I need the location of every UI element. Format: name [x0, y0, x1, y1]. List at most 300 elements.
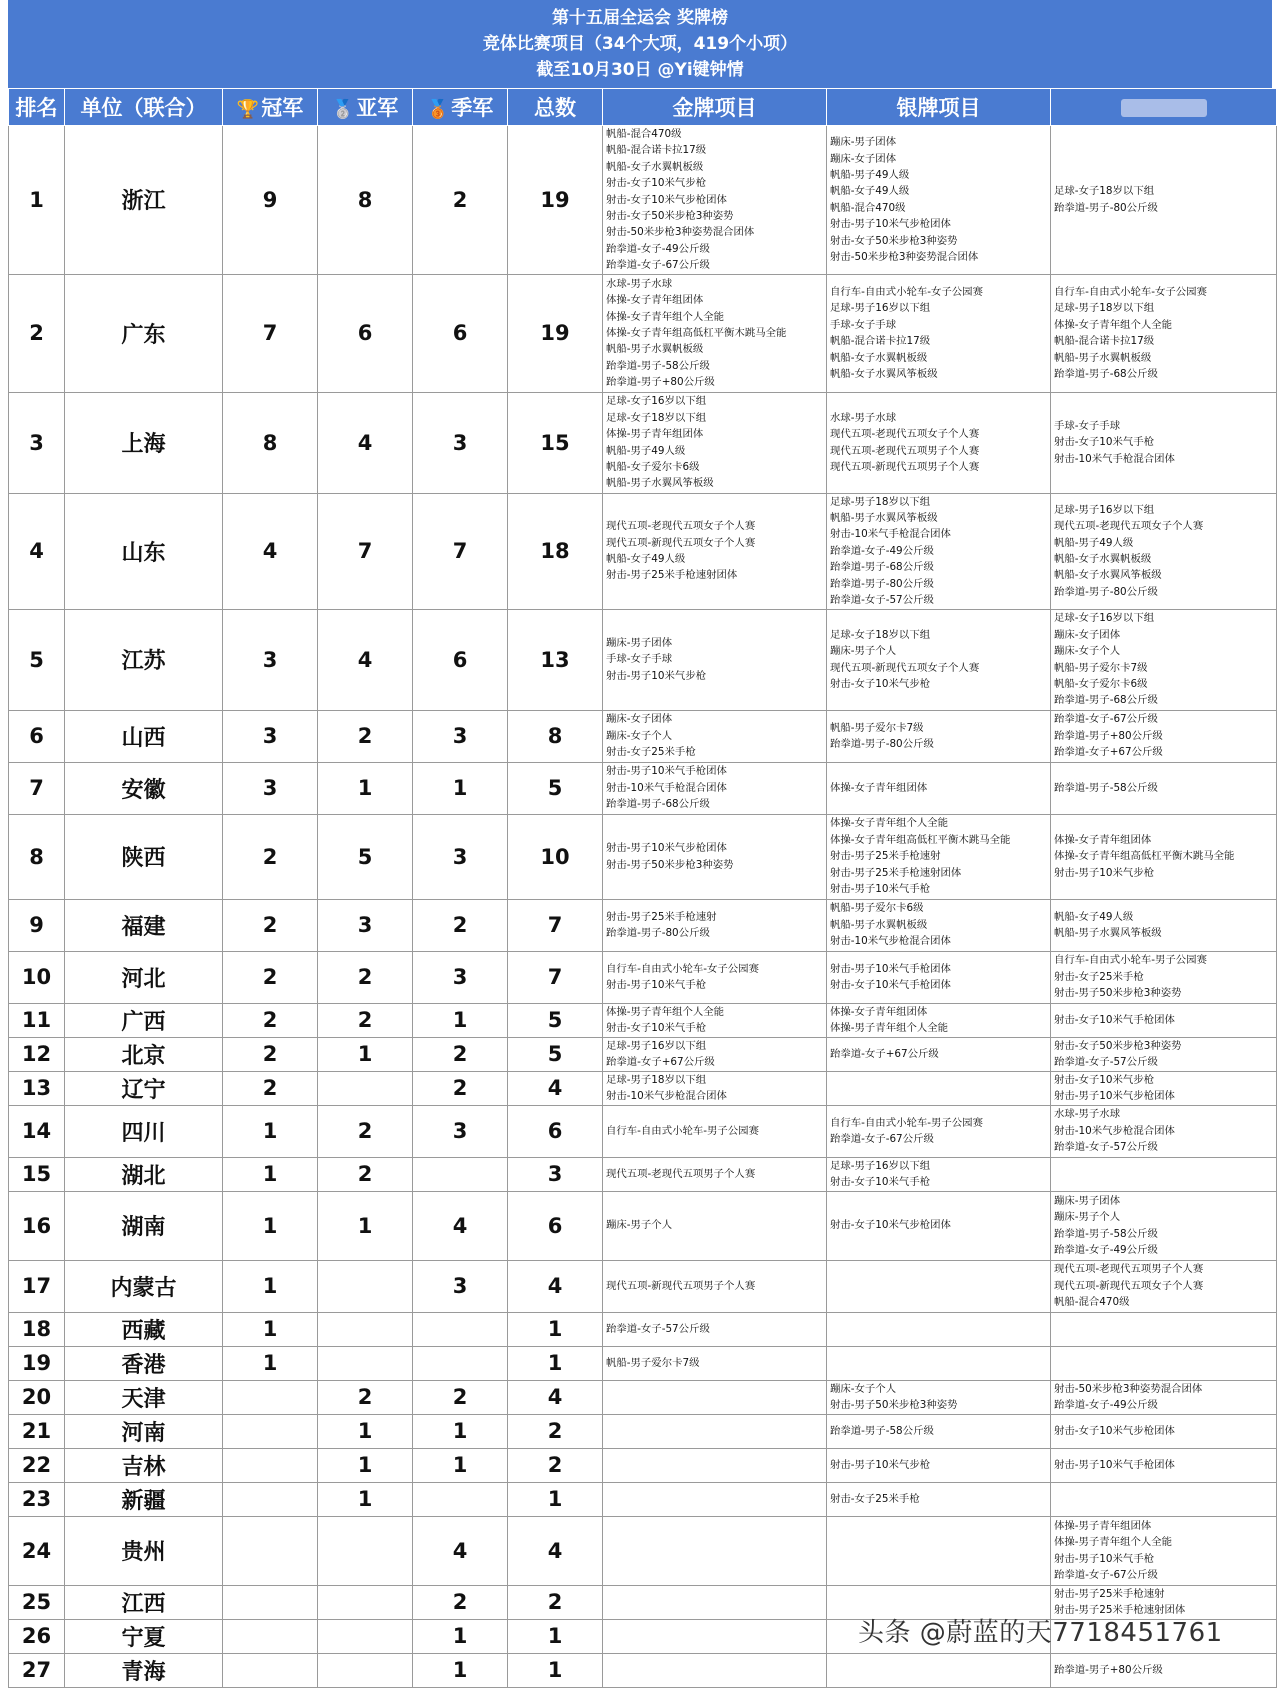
event-item: 跆拳道-女子-49公斤级: [1054, 1399, 1158, 1411]
bronze-count: 3: [413, 710, 508, 762]
gold-count: [223, 1585, 318, 1619]
gold-events-cell: [603, 1260, 827, 1312]
event-item: 手球-女子手球: [1054, 420, 1121, 433]
event-item: 射击-10米气步枪混合团体: [606, 1090, 727, 1102]
event-item: 跆拳道-女子-67公斤级: [1054, 713, 1158, 726]
event-item: 帆船-男子水翼风筝板级: [606, 477, 714, 490]
event-item: 帆船-男子49人级: [1054, 536, 1134, 549]
event-item: 跆拳道-男子-80公斤级: [830, 577, 934, 590]
gold-events-cell: [603, 1585, 827, 1619]
silver-count: [318, 1346, 413, 1380]
total-count: 15: [508, 392, 603, 493]
bronze-events-cell: [1051, 274, 1277, 392]
event-item: 射击-女子50米步枪3种姿势: [830, 234, 958, 247]
event-item: 射击-男子10米气手枪团体: [606, 765, 727, 778]
bronze-events-cell: [1051, 814, 1277, 899]
bronze-count: 6: [413, 609, 508, 710]
silver-count: 3: [318, 899, 413, 951]
gold-count: [223, 1619, 318, 1653]
gold-events-cell: [603, 493, 827, 609]
bronze-events-cell: [1051, 1037, 1277, 1071]
bronze-count: [413, 1312, 508, 1346]
event-item: 体操-女子青年组团体: [830, 781, 928, 794]
bronze-count: 3: [413, 392, 508, 493]
total-count: 3: [508, 1157, 603, 1191]
unit-cell: 广西: [65, 1003, 223, 1037]
event-item: 射击-50米步枪3种姿势混合团体: [606, 226, 755, 239]
unit-cell: 辽宁: [65, 1071, 223, 1105]
event-item: 现代五项-老现代五项女子个人赛: [1054, 520, 1204, 533]
gold-events-cell: [603, 762, 827, 814]
event-item: 体操-女子青年组高低杠平衡木跳马全能: [1054, 850, 1235, 863]
event-item: 现代五项-新现代五项女子个人赛: [606, 536, 756, 549]
event-item: 帆船-男子水翼帆板级: [606, 343, 704, 356]
event-item: 帆船-女子爱尔卡6级: [1054, 677, 1148, 690]
event-item: 跆拳道-女子+67公斤级: [606, 1056, 715, 1068]
rank-cell: 11: [9, 1003, 65, 1037]
event-item: 射击-男子25米手枪速射团体: [830, 866, 962, 879]
event-item: 射击-女子10米气手枪: [1054, 436, 1155, 449]
event-item: 蹦床-男子个人: [830, 645, 897, 658]
event-item: 帆船-女子水翼帆板级: [830, 351, 928, 364]
gold-count: 7: [223, 274, 318, 392]
event-item: 跆拳道-女子+67公斤级: [830, 1047, 939, 1060]
silver-count: 2: [318, 1380, 413, 1414]
table-row: [9, 1105, 1277, 1157]
silver-count: 1: [318, 1448, 413, 1482]
table-row: [9, 1003, 1277, 1037]
gold-count: [223, 1448, 318, 1482]
event-item: 帆船-男子爱尔卡7级: [830, 721, 924, 734]
event-item: 足球-女子16岁以下组: [1054, 612, 1155, 625]
silver-events-cell: [827, 899, 1051, 951]
event-item: 水球-男子水球: [830, 411, 897, 424]
rank-cell: 1: [9, 126, 65, 275]
event-item: 射击-男子25米手枪速射: [1054, 1587, 1165, 1600]
event-item: 射击-男子10米气手枪: [606, 979, 707, 991]
table-row: [9, 1414, 1277, 1448]
event-item: 帆船-混合诺卡拉17级: [830, 335, 931, 348]
event-item: 蹦床-女子团体: [606, 713, 673, 726]
gold-events-cell: [603, 274, 827, 392]
title-line-2: 竞体比赛项目（34个大项，419个小项）: [482, 34, 798, 54]
rank-cell: 2: [9, 274, 65, 392]
event-item: 足球-女子18岁以下组: [606, 411, 707, 424]
event-item: 现代五项-新现代五项女子个人赛: [830, 661, 980, 674]
silver-count: 4: [318, 392, 413, 493]
silver-count: [318, 1516, 413, 1585]
gold-events-cell: [603, 392, 827, 493]
event-item: 跆拳道-女子-49公斤级: [830, 544, 934, 557]
table-row: [9, 1346, 1277, 1380]
rank-cell: 24: [9, 1516, 65, 1585]
silver-events-cell: [827, 1448, 1051, 1482]
event-item: 体操-女子青年组高低杠平衡木跳马全能: [830, 833, 1011, 846]
bronze-count: 1: [413, 1619, 508, 1653]
rank-cell: 7: [9, 762, 65, 814]
rank-cell: 17: [9, 1260, 65, 1312]
bronze-count: 2: [413, 1037, 508, 1071]
bronze-events-cell: [1051, 1448, 1277, 1482]
gold-count: 9: [223, 126, 318, 275]
rank-cell: 19: [9, 1346, 65, 1380]
event-item: 足球-男子16岁以下组: [606, 1039, 707, 1052]
silver-events-cell: [827, 1346, 1051, 1380]
title-line-1: 第十五届全运会 奖牌榜: [552, 8, 728, 28]
unit-cell: 河南: [65, 1414, 223, 1448]
event-item: 现代五项-老现代五项男子个人赛: [606, 1167, 756, 1180]
table-row: [9, 1312, 1277, 1346]
event-item: 蹦床-男子团体: [1054, 1194, 1121, 1207]
event-item: 蹦床-男子个人: [606, 1219, 673, 1232]
event-item: 射击-女子10米气步枪: [606, 177, 707, 190]
total-count: 4: [508, 1380, 603, 1414]
gold-events-cell: [603, 1619, 827, 1653]
bronze-count: 3: [413, 1105, 508, 1157]
gold-events-cell: [603, 899, 827, 951]
silver-count: 2: [318, 951, 413, 1003]
gold-events-cell: [603, 1191, 827, 1260]
gold-count: [223, 1380, 318, 1414]
event-item: 足球-男子18岁以下组: [830, 495, 931, 508]
event-item: 现代五项-老现代五项女子个人赛: [606, 520, 756, 533]
gold-count: 1: [223, 1260, 318, 1312]
gold-events-cell: [603, 1448, 827, 1482]
event-item: 跆拳道-男子-80公斤级: [830, 738, 934, 750]
title-block: [8, 0, 1272, 88]
event-item: 射击-男子10米气手枪团体: [1054, 1458, 1175, 1471]
event-item: 跆拳道-女子+67公斤级: [1054, 746, 1163, 759]
col-silver-events: 银牌项目: [827, 89, 1051, 126]
event-item: 跆拳道-男子-80公斤级: [1054, 201, 1158, 214]
gold-events-cell: [603, 1380, 827, 1414]
event-item: 足球-女子18岁以下组: [1054, 185, 1155, 198]
event-item: 自行车-自由式小轮车-女子公园赛: [830, 285, 983, 298]
unit-cell: 香港: [65, 1346, 223, 1380]
bronze-events-cell: [1051, 1071, 1277, 1105]
unit-cell: 浙江: [65, 126, 223, 275]
silver-events-cell: [827, 609, 1051, 710]
unit-cell: 广东: [65, 274, 223, 392]
table-row: [9, 1653, 1277, 1687]
event-item: 蹦床-女子团体: [830, 152, 897, 165]
bronze-events-cell: [1051, 1003, 1277, 1037]
watermark: 头条 @蔚蓝的天7718451761: [858, 1618, 1223, 1648]
gold-events-cell: [603, 1653, 827, 1687]
bronze-events-cell: [1051, 762, 1277, 814]
unit-cell: 河北: [65, 951, 223, 1003]
bronze-events-cell: [1051, 1346, 1277, 1380]
event-item: 现代五项-老现代五项男子个人赛: [1054, 1263, 1204, 1276]
event-item: 蹦床-男子个人: [1054, 1211, 1121, 1224]
col-bronze-events: [1051, 89, 1277, 126]
unit-cell: 湖南: [65, 1191, 223, 1260]
silver-count: [318, 1585, 413, 1619]
unit-cell: 江苏: [65, 609, 223, 710]
gold-count: [223, 1653, 318, 1687]
event-item: 跆拳道-男子-58公斤级: [1054, 781, 1158, 794]
unit-cell: 天津: [65, 1380, 223, 1414]
table-row: [9, 1157, 1277, 1191]
event-item: 射击-女子25米手枪: [830, 1492, 920, 1505]
event-item: 体操-女子青年组个人全能: [606, 310, 725, 323]
unit-cell: 西藏: [65, 1312, 223, 1346]
unit-cell: 贵州: [65, 1516, 223, 1585]
event-item: 水球-男子水球: [1054, 1108, 1121, 1121]
rank-cell: 10: [9, 951, 65, 1003]
total-count: 1: [508, 1619, 603, 1653]
bronze-count: 2: [413, 1585, 508, 1619]
bronze-events-cell: [1051, 1516, 1277, 1585]
event-item: 射击-女子10米气步枪: [1054, 1073, 1155, 1086]
gold-events-cell: [603, 814, 827, 899]
bronze-events-cell: [1051, 1260, 1277, 1312]
event-item: 足球-女子16岁以下组: [606, 395, 707, 408]
total-count: 8: [508, 710, 603, 762]
event-item: 跆拳道-女子-57公斤级: [1054, 1056, 1158, 1068]
event-item: 射击-男子10米气步枪: [606, 669, 707, 682]
bronze-count: 1: [413, 762, 508, 814]
gold-events-cell: [603, 710, 827, 762]
event-item: 帆船-女子49人级: [606, 553, 686, 566]
gold-count: 3: [223, 710, 318, 762]
rank-cell: 13: [9, 1071, 65, 1105]
table-row: [9, 951, 1277, 1003]
event-item: 帆船-男子49人级: [606, 444, 686, 457]
event-item: 自行车-自由式小轮车-男子公园赛: [606, 1124, 759, 1137]
event-item: 跆拳道-男子-68公斤级: [830, 561, 934, 574]
event-item: 射击-男子10米气步枪团体: [830, 218, 951, 231]
bronze-events-cell: [1051, 126, 1277, 275]
silver-count: 1: [318, 1037, 413, 1071]
table-row: [9, 1071, 1277, 1105]
event-item: 跆拳道-女子-49公斤级: [1054, 1243, 1158, 1256]
silver-count: [318, 1312, 413, 1346]
event-item: 足球-女子18岁以下组: [830, 628, 931, 641]
event-item: 体操-女子青年组团体: [1054, 833, 1152, 846]
event-item: 射击-50米步枪3种姿势混合团体: [1054, 1382, 1203, 1395]
event-item: 帆船-男子爱尔卡6级: [830, 902, 924, 915]
table-row: [9, 1037, 1277, 1071]
event-item: 跆拳道-男子+80公斤级: [1054, 1663, 1163, 1676]
event-item: 水球-男子水球: [606, 277, 673, 290]
bronze-count: 2: [413, 126, 508, 275]
event-item: 跆拳道-男子-68公斤级: [1054, 367, 1158, 380]
gold-count: 3: [223, 762, 318, 814]
col-rank: 排名: [9, 89, 65, 126]
silver-events-cell: [827, 951, 1051, 1003]
event-item: 帆船-女子49人级: [1054, 910, 1134, 923]
event-item: 帆船-女子水翼帆板级: [1054, 553, 1152, 566]
bronze-events-cell: [1051, 493, 1277, 609]
gold-count: 2: [223, 1037, 318, 1071]
unit-cell: 江西: [65, 1585, 223, 1619]
event-item: 体操-男子青年组个人全能: [606, 1005, 725, 1018]
unit-cell: 山东: [65, 493, 223, 609]
rank-cell: 20: [9, 1380, 65, 1414]
unit-cell: 上海: [65, 392, 223, 493]
event-item: 帆船-男子水翼风筝板级: [1054, 927, 1162, 939]
total-count: 4: [508, 1516, 603, 1585]
event-item: 自行车-自由式小轮车-男子公园赛: [830, 1116, 983, 1129]
total-count: 19: [508, 126, 603, 275]
event-item: 体操-女子青年组个人全能: [1054, 318, 1173, 331]
silver-events-cell: [827, 1071, 1051, 1105]
bronze-events-cell: [1051, 1380, 1277, 1414]
event-item: 现代五项-新现代五项男子个人赛: [830, 461, 980, 474]
event-item: 跆拳道-女子-57公斤级: [1054, 1141, 1158, 1154]
bronze-count: [413, 1157, 508, 1191]
table-row: [9, 710, 1277, 762]
table-row: [9, 609, 1277, 710]
silver-events-cell: [827, 1003, 1051, 1037]
event-item: 跆拳道-女子-67公斤级: [1054, 1568, 1158, 1581]
silver-count: 7: [318, 493, 413, 609]
unit-cell: 湖北: [65, 1157, 223, 1191]
total-count: 6: [508, 1191, 603, 1260]
unit-cell: 安徽: [65, 762, 223, 814]
event-item: 体操-男子青年组团体: [606, 428, 704, 441]
event-item: 射击-女子10米气手枪团体: [830, 979, 951, 991]
col-gold: 🏆冠军: [223, 89, 318, 126]
rank-cell: 25: [9, 1585, 65, 1619]
gold-events-cell: [603, 1516, 827, 1585]
event-item: 现代五项-老现代五项女子个人赛: [830, 428, 980, 441]
bronze-events-cell: [1051, 1653, 1277, 1687]
silver-count: 1: [318, 1191, 413, 1260]
table-row: [9, 1448, 1277, 1482]
silver-count: 1: [318, 1414, 413, 1448]
event-item: 跆拳道-女子-67公斤级: [606, 259, 710, 272]
gold-count: 2: [223, 814, 318, 899]
bronze-count: [413, 1482, 508, 1516]
event-item: 射击-10米气步枪混合团体: [1054, 1124, 1175, 1137]
silver-count: 2: [318, 710, 413, 762]
total-count: 1: [508, 1346, 603, 1380]
rank-cell: 21: [9, 1414, 65, 1448]
event-item: 自行车-自由式小轮车-女子公园赛: [1054, 285, 1207, 298]
gold-events-cell: [603, 1105, 827, 1157]
event-item: 帆船-女子水翼帆板级: [606, 160, 704, 173]
event-item: 体操-女子青年组个人全能: [830, 817, 949, 830]
event-item: 射击-女子10米气步枪团体: [606, 193, 727, 206]
event-item: 射击-50米步枪3种姿势混合团体: [830, 251, 979, 264]
event-item: 跆拳道-男子-68公斤级: [606, 798, 710, 811]
event-item: 跆拳道-男子-58公斤级: [830, 1424, 934, 1437]
total-count: 5: [508, 1003, 603, 1037]
silver-events-cell: [827, 1414, 1051, 1448]
total-count: 2: [508, 1414, 603, 1448]
total-count: 13: [508, 609, 603, 710]
event-item: 跆拳道-男子+80公斤级: [606, 376, 715, 389]
col-total: 总数: [508, 89, 603, 126]
bronze-count: 2: [413, 1380, 508, 1414]
bronze-events-cell: [1051, 1312, 1277, 1346]
event-item: 帆船-女子水翼风筝板级: [830, 367, 938, 380]
table-row: [9, 899, 1277, 951]
unit-cell: 山西: [65, 710, 223, 762]
gold-count: 1: [223, 1105, 318, 1157]
silver-count: [318, 1653, 413, 1687]
silver-count: [318, 1619, 413, 1653]
silver-count: 1: [318, 762, 413, 814]
gold-count: 1: [223, 1191, 318, 1260]
gold-count: 8: [223, 392, 318, 493]
gold-events-cell: [603, 1312, 827, 1346]
event-item: 体操-男子青年组个人全能: [1054, 1536, 1173, 1549]
event-item: 帆船-女子爱尔卡6级: [606, 461, 700, 474]
bronze-count: 4: [413, 1516, 508, 1585]
total-count: 2: [508, 1585, 603, 1619]
gold-count: 1: [223, 1346, 318, 1380]
event-item: 射击-女子10米气手枪: [606, 1022, 707, 1034]
total-count: 10: [508, 814, 603, 899]
total-count: 1: [508, 1653, 603, 1687]
event-item: 射击-女子10米气步枪团体: [830, 1219, 951, 1232]
gold-count: [223, 1516, 318, 1585]
bronze-count: 1: [413, 1653, 508, 1687]
event-item: 跆拳道-男子+80公斤级: [1054, 729, 1163, 742]
col-gold-events: 金牌项目: [603, 89, 827, 126]
event-item: 帆船-男子爱尔卡7级: [606, 1356, 700, 1369]
total-count: 5: [508, 762, 603, 814]
bronze-count: 7: [413, 493, 508, 609]
event-item: 跆拳道-女子-57公斤级: [606, 1322, 710, 1335]
event-item: 帆船-混合470级: [606, 128, 682, 140]
event-item: 蹦床-女子团体: [1054, 628, 1121, 641]
col-bronze: 🥉季军: [413, 89, 508, 126]
gold-events-cell: [603, 126, 827, 275]
silver-count: [318, 1260, 413, 1312]
event-item: 足球-男子16岁以下组: [830, 1159, 931, 1172]
col-unit: 单位（联合）: [65, 89, 223, 126]
silver-count: [318, 1071, 413, 1105]
event-item: 手球-女子手球: [606, 653, 673, 666]
event-item: 自行车-自由式小轮车-女子公园赛: [606, 962, 759, 975]
event-item: 帆船-混合诺卡拉17级: [606, 144, 707, 157]
event-item: 帆船-混合诺卡拉17级: [1054, 335, 1155, 348]
gold-count: 2: [223, 899, 318, 951]
event-item: 帆船-女子49人级: [830, 185, 910, 198]
bronze-events-cell: [1051, 951, 1277, 1003]
table-row: [9, 274, 1277, 392]
event-item: 蹦床-男子团体: [830, 136, 897, 149]
title-line-3: 截至10月30日 @Yi键钟情: [536, 60, 744, 80]
total-count: 1: [508, 1312, 603, 1346]
total-count: 7: [508, 951, 603, 1003]
silver-count: 6: [318, 274, 413, 392]
total-count: 4: [508, 1071, 603, 1105]
total-count: 6: [508, 1105, 603, 1157]
event-item: 跆拳道-男子-58公斤级: [606, 359, 710, 372]
total-count: 19: [508, 274, 603, 392]
table-row: [9, 392, 1277, 493]
unit-cell: 宁夏: [65, 1619, 223, 1653]
event-item: 帆船-男子水翼帆板级: [1054, 351, 1152, 364]
bronze-count: 3: [413, 814, 508, 899]
table-row: [9, 1482, 1277, 1516]
silver-events-cell: [827, 1191, 1051, 1260]
event-item: 射击-男子25米手枪速射: [830, 850, 941, 863]
header-row: [9, 89, 1277, 126]
bronze-events-cell: [1051, 1414, 1277, 1448]
event-item: 跆拳道-男子-68公斤级: [1054, 694, 1158, 707]
event-item: 帆船-男子水翼帆板级: [830, 918, 928, 931]
silver-count: 8: [318, 126, 413, 275]
event-item: 射击-男子50米步枪3种姿势: [1054, 987, 1182, 1000]
gold-events-cell: [603, 1003, 827, 1037]
total-count: 7: [508, 899, 603, 951]
